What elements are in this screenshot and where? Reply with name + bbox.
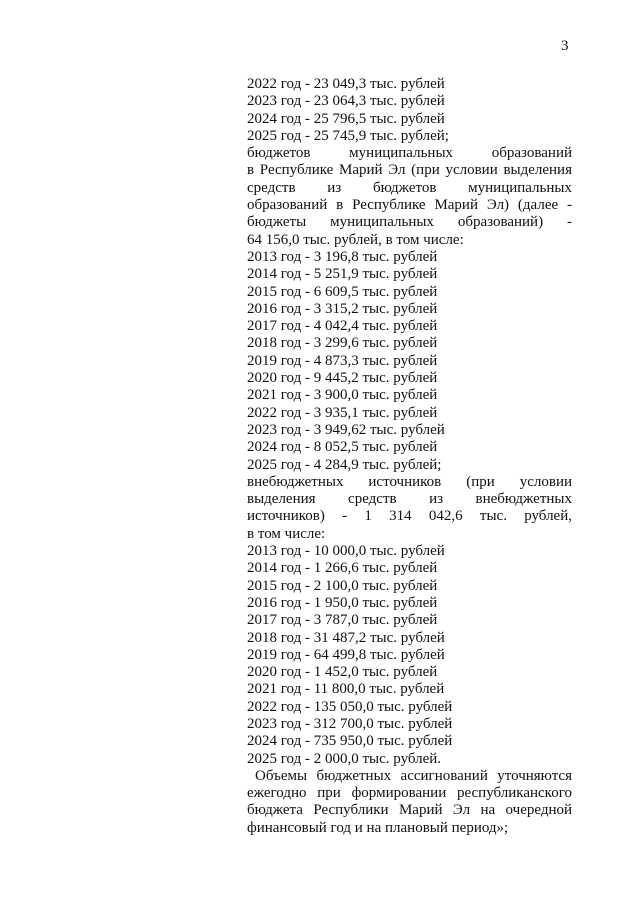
text-line: в Республике Марий Эл (при условии выделения: [247, 162, 572, 179]
text-line: 2019 год - 64 499,8 тыс. рублей: [247, 646, 445, 663]
text-line: 2025 год - 2 000,0 тыс. рублей.: [247, 750, 442, 767]
text-line: 2022 год - 23 049,3 тыс. рублей: [247, 76, 445, 92]
text-line: бюджеты муниципальных образований) -: [247, 214, 572, 231]
text-line: 2022 год - 3 935,1 тыс. рублей: [247, 404, 438, 421]
text-line: 2023 год - 3 949,62 тыс. рублей: [247, 421, 445, 438]
text-line: 2013 год - 3 196,8 тыс. рублей: [247, 248, 438, 265]
text-line: 2014 год - 5 251,9 тыс. рублей: [247, 266, 438, 283]
text-line: 2023 год - 23 064,3 тыс. рублей: [247, 93, 445, 110]
text-line: внебюджетных источников (при условии: [247, 473, 572, 490]
text-line: выделения средств из внебюджетных: [247, 491, 572, 508]
text-line: 2021 год - 11 800,0 тыс. рублей: [247, 681, 445, 698]
text-line: финансовый год и на плановый период»;: [247, 819, 509, 836]
text-line: 2018 год - 3 299,6 тыс. рублей: [247, 335, 438, 352]
text-line: 2024 год - 8 052,5 тыс. рублей: [247, 439, 438, 456]
page-number: 3: [561, 38, 569, 54]
text-line: бюджетов муниципальных образований: [247, 145, 572, 162]
text-line: 2024 год - 735 950,0 тыс. рублей: [247, 733, 453, 750]
text-line: 2021 год - 3 900,0 тыс. рублей: [247, 387, 438, 404]
text-line: 2019 год - 4 873,3 тыс. рублей: [247, 352, 438, 369]
text-line: 2015 год - 6 609,5 тыс. рублей: [247, 283, 438, 300]
text-line: 2016 год - 1 950,0 тыс. рублей: [247, 594, 438, 611]
text-line: образований в Республике Марий Эл) (далее -: [247, 197, 572, 214]
text-line: 2015 год - 2 100,0 тыс. рублей: [247, 577, 438, 594]
text-line: бюджета Республики Марий Эл на очередной: [247, 802, 572, 819]
text-line: ежегодно при формировании республиканского: [247, 785, 572, 802]
text-line: 2018 год - 31 487,2 тыс. рублей: [247, 629, 445, 646]
text-line: 2020 год - 9 445,2 тыс. рублей: [247, 370, 438, 387]
text-line: в том числе:: [247, 525, 326, 542]
text-line: 2024 год - 25 796,5 тыс. рублей: [247, 110, 445, 127]
text-line: 2016 год - 3 315,2 тыс. рублей: [247, 300, 438, 317]
text-line: 2020 год - 1 452,0 тыс. рублей: [247, 664, 438, 681]
document-body: [247, 76, 572, 837]
text-line: 2014 год - 1 266,6 тыс. рублей: [247, 560, 438, 577]
text-line: 2022 год - 135 050,0 тыс. рублей: [247, 698, 453, 715]
text-line: 2025 год - 25 745,9 тыс. рублей;: [247, 127, 449, 144]
text-line: Объемы бюджетных ассигнований уточняются: [255, 767, 572, 784]
text-line: 2013 год - 10 000,0 тыс. рублей: [247, 543, 445, 560]
text-line: 2017 год - 4 042,4 тыс. рублей: [247, 318, 438, 335]
text-line: 2025 год - 4 284,9 тыс. рублей;: [247, 456, 442, 473]
text-line: источников) - 1 314 042,6 тыс. рублей,: [247, 508, 572, 525]
text-line: 2017 год - 3 787,0 тыс. рублей: [247, 612, 438, 629]
text-line: 2023 год - 312 700,0 тыс. рублей: [247, 715, 453, 732]
text-line: средств из бюджетов муниципальных: [247, 179, 572, 196]
text-line: 64 156,0 тыс. рублей, в том числе:: [247, 231, 464, 248]
